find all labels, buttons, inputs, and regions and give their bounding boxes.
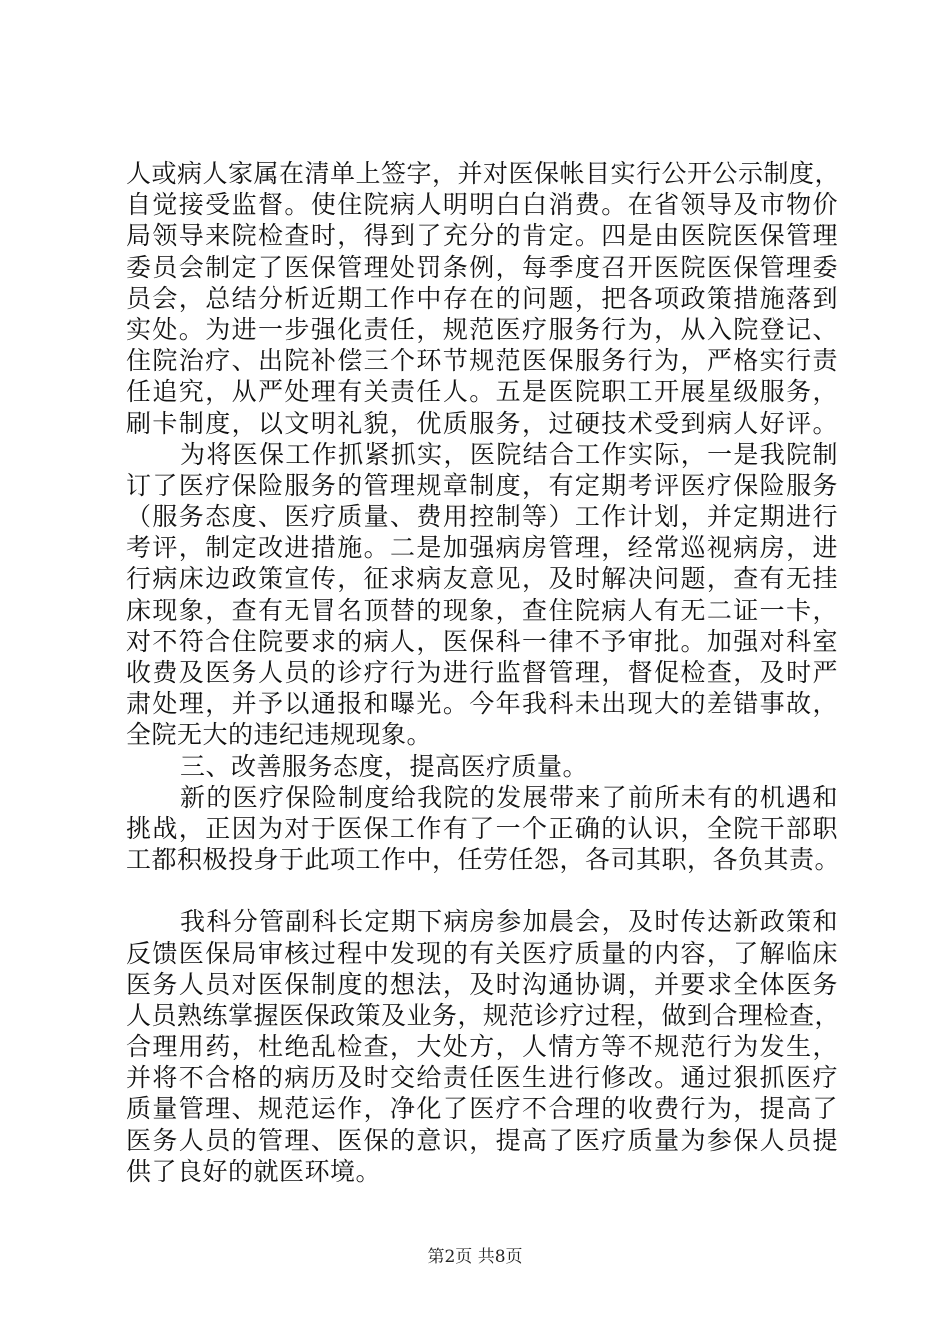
text-line: 为将医保工作抓紧抓实，医院结合工作实际，一是我院制	[180, 439, 838, 469]
paragraph-1	[126, 158, 841, 439]
text-line: （服务态度、医疗质量、费用控制等）工作计划，并定期进行	[126, 502, 838, 532]
text-line: 对不符合住院要求的病人，医保科一律不予审批。加强对科室	[126, 626, 838, 656]
page-number-footer: 第2页 共8页	[427, 1247, 523, 1267]
text-line: 新的医疗保险制度给我院的发展带来了前所未有的机遇和	[180, 782, 838, 812]
text-line: 床现象，查有无冒名顶替的现象，查住院病人有无二证一卡，	[126, 595, 838, 625]
text-line: 住院治疗、出院补偿三个环节规范医保服务行为，严格实行责	[126, 346, 838, 376]
text-line: 工都积极投身于此项工作中，任劳任怨，各司其职，各负其责。	[126, 845, 841, 875]
paragraph-spacer	[126, 875, 838, 906]
text-line: 供了良好的就医环境。	[126, 1156, 382, 1186]
text-line: 合理用药，杜绝乱检查，大处方，人情方等不规范行为发生，	[126, 1032, 838, 1062]
text-line: 人或病人家属在清单上签字，并对医保帐目实行公开公示制度，	[126, 159, 841, 188]
paragraph-3-heading	[126, 751, 838, 782]
text-line: 刷卡制度，以文明礼貌，优质服务，过硬技术受到病人好评。	[126, 408, 838, 438]
text-line: 质量管理、规范运作，净化了医疗不合理的收费行为，提高了	[126, 1094, 838, 1124]
text-line: 委员会制定了医保管理处罚条例，每季度召开医院医保管理委	[126, 252, 838, 282]
text-line: 自觉接受监督。使住院病人明明白白消费。在省领导及市物价	[126, 190, 838, 220]
section-heading: 三、改善服务态度，提高医疗质量。	[180, 751, 589, 781]
document-body	[126, 158, 841, 1187]
text-line: 并将不合格的病历及时交给责任医生进行修改。通过狠抓医疗	[126, 1063, 838, 1093]
text-line: 人员熟练掌握医保政策及业务，规范诊疗过程，做到合理检查，	[126, 1000, 841, 1030]
text-line: 肃处理，并予以通报和曝光。今年我科未出现大的差错事故，	[126, 689, 838, 719]
text-line: 订了医疗保险服务的管理规章制度，有定期考评医疗保险服务	[126, 470, 838, 500]
text-line: 反馈医保局审核过程中发现的有关医疗质量的内容，了解临床	[126, 938, 838, 968]
text-line: 收费及医务人员的诊疗行为进行监督管理，督促检查，及时严	[126, 658, 838, 687]
text-line: 全院无大的违纪违规现象。	[126, 720, 433, 750]
text-line: 医务人员对医保制度的想法，及时沟通协调，并要求全体医务	[126, 969, 838, 999]
paragraph-4	[126, 782, 841, 876]
text-line: 实处。为进一步强化责任，规范医疗服务行为，从入院登记、	[126, 314, 838, 344]
text-line: 考评，制定改进措施。二是加强病房管理，经常巡视病房，进	[126, 533, 838, 563]
text-line: 任追究，从严处理有关责任人。五是医院职工开展星级服务，	[126, 377, 838, 407]
text-line: 行病床边政策宣传，征求病友意见，及时解决问题，查有无挂	[126, 564, 838, 594]
paragraph-2	[126, 439, 838, 751]
text-line: 挑战，正因为对于医保工作有了一个正确的认识，全院干部职	[126, 813, 838, 843]
paragraph-5	[126, 906, 841, 1187]
text-line: 局领导来院检查时，得到了充分的肯定。四是由医院医保管理	[126, 221, 838, 251]
text-line: 我科分管副科长定期下病房参加晨会，及时传达新政策和	[180, 907, 838, 937]
text-line: 员会，总结分析近期工作中存在的问题，把各项政策措施落到	[126, 283, 838, 313]
text-line: 医务人员的管理、医保的意识，提高了医疗质量为参保人员提	[126, 1125, 838, 1155]
